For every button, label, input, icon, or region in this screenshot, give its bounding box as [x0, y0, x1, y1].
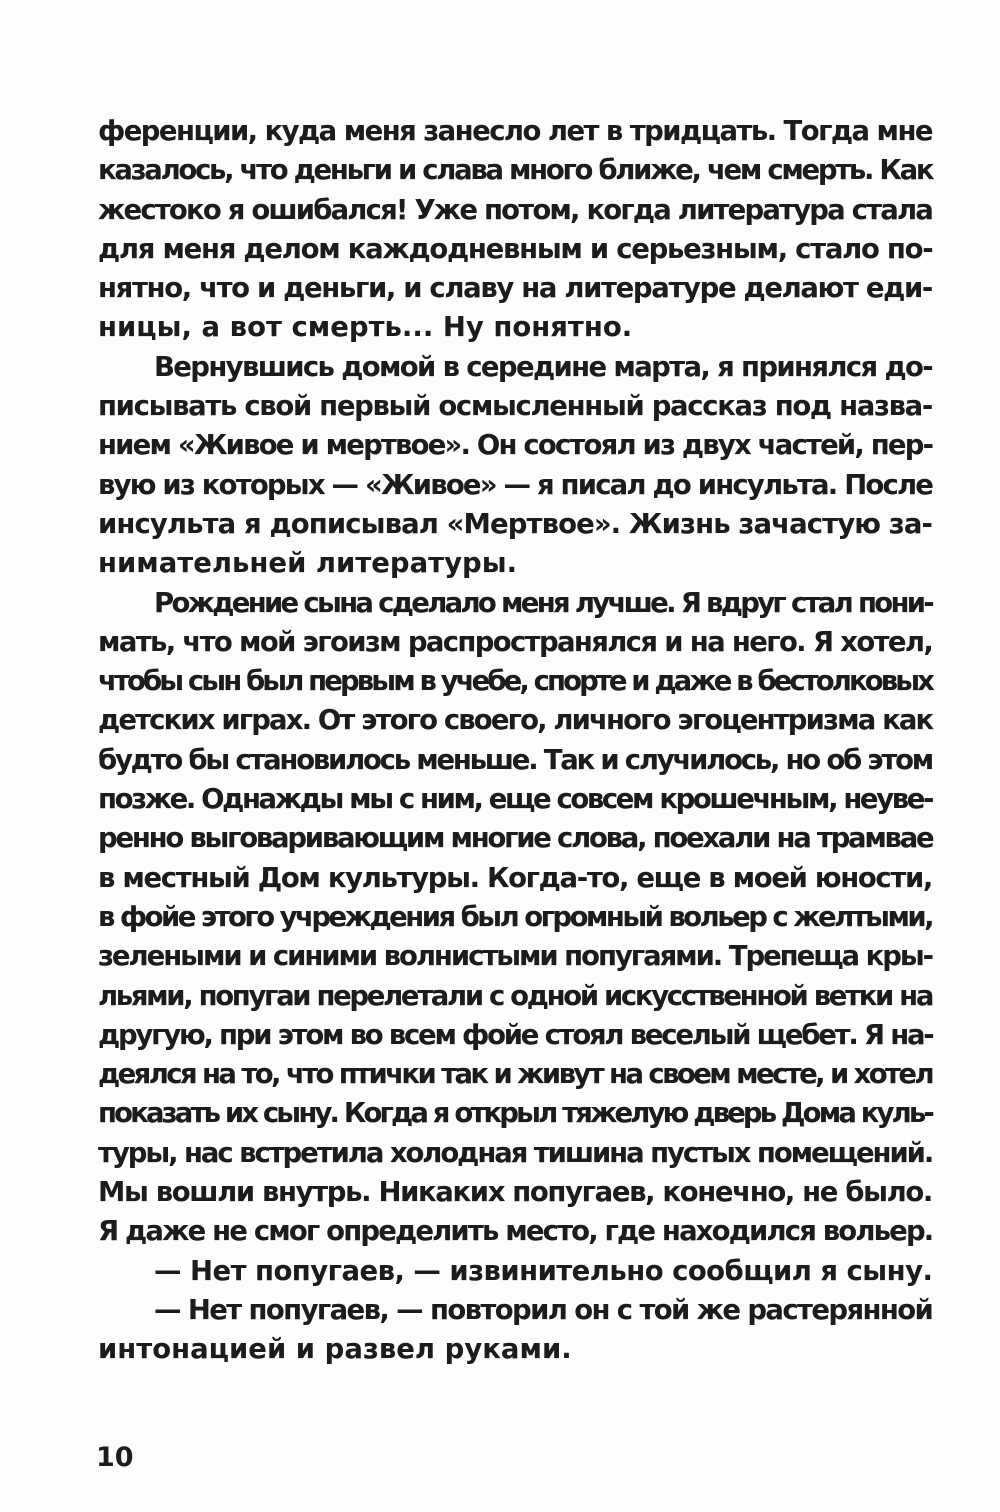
text-line: Вернувшись домой в середине марта, я принялся до-	[154, 350, 932, 383]
text-line: будто бы становилось меньше. Так и случилось, но об этом	[98, 743, 932, 776]
text-line: вую из которых — «Живое» — я писал до инсульта. После	[98, 468, 933, 501]
text-line: детских играх. От этого своего, личного эгоцентризма как	[98, 704, 933, 737]
text-line: туры, нас встретила холодная тишина пустых помещений.	[98, 1136, 933, 1169]
text-line: ренно выговаривающим многие слова, поехали на трамвае	[98, 822, 933, 855]
text-line: Мы вошли внутрь. Никаких попугаев, конечно, не было.	[98, 1176, 933, 1209]
text-line: писывать свой первый осмысленный рассказ под назва-	[98, 390, 932, 423]
text-line: деялся на то, что птички так и живут на своем месте, и хотел	[98, 1058, 932, 1091]
text-line: зелеными и синими волнистыми попугаями. Трепеща кры-	[98, 940, 932, 973]
body-text	[98, 112, 932, 1370]
text-line: мать, что мой эгоизм распространялся и на него. Я хотел,	[98, 625, 933, 658]
text-line: интонацией и развел руками.	[98, 1333, 572, 1366]
text-line: в фойе этого учреждения был огромный вольер с желтыми,	[98, 900, 933, 933]
text-line: — Нет попугаев, — повторил он с той же растерянной	[154, 1293, 933, 1326]
text-line: другую, при этом во всем фойе стоял веселый щебет. Я на-	[98, 1018, 933, 1051]
text-line: льями, попугаи перелетали с одной искусственной ветки на	[98, 979, 933, 1012]
text-line: нием «Живое и мертвое». Он состоял из двух частей, пер-	[98, 429, 933, 462]
text-line: жестоко я ошибался! Уже потом, когда литература стала	[98, 193, 932, 226]
text-line: инсульта я дописывал «Мертвое». Жизнь зачастую за-	[98, 507, 932, 540]
text-line: Рождение сына сделало меня лучше. Я вдруг стал пони-	[154, 586, 932, 619]
text-line: ницы, а вот смерть... Ну понятно.	[98, 311, 633, 344]
text-line: — Нет попугаев, — извинительно сообщил я сыну.	[154, 1254, 933, 1287]
text-line: в местный Дом культуры. Когда-то, еще в моей юности,	[98, 861, 932, 894]
text-line: Я даже не смог определить место, где находился вольер.	[98, 1215, 933, 1248]
page-number: 10	[96, 1442, 134, 1473]
text-line: для меня делом каждодневным и серьезным, стало по-	[98, 232, 933, 265]
text-line: ференции, куда меня занесло лет в тридцать. Тогда мне	[98, 115, 932, 147]
text-line: казалось, что деньги и слава много ближе, чем смерть. Как	[98, 154, 933, 187]
text-line: показать их сыну. Когда я открыл тяжелую дверь Дома куль-	[98, 1097, 932, 1130]
text-line: нимательней литературы.	[98, 547, 518, 580]
text-line: нятно, что и деньги, и славу на литературе делают еди-	[98, 272, 932, 305]
text-line: чтобы сын был первым в учебе, спорте и даже в бестолковых	[98, 665, 932, 698]
text-line: позже. Однажды мы с ним, еще совсем крошечным, неуве-	[98, 783, 932, 816]
